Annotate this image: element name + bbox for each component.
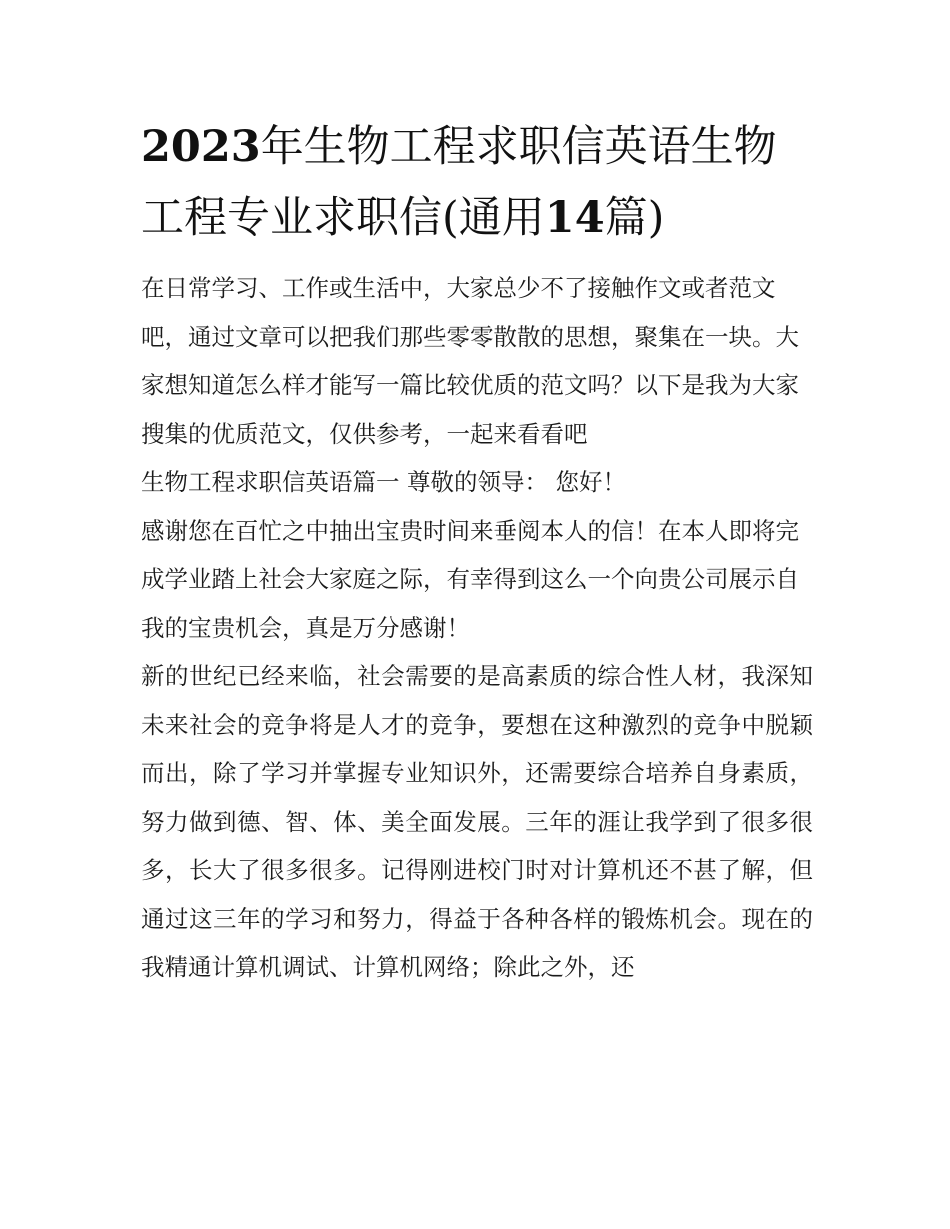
title-main: 年生物工程求职信英语生物工程专业求职信(通用 [141, 122, 777, 243]
salutation-paragraph: 生物工程求职信英语篇一 尊敬的领导： 您好！ [141, 468, 626, 496]
body-paragraph: 新的世纪已经来临，社会需要的是高素质的综合性人材，我深知未来社会的竞争将是人才的竞争，要想在这种激烈的竞争中脱颖而出，除了学习并掌握专业知识外，还需要综合培养自身素质，努力做到德、智、体、美全面发展。三年的涯让我学到了很多很多，长大了很多很多。记得刚进校门时对计算机还不甚了解，但通过这三年的学习和努力，得益于各种各样的锻炼机会。现在的我精通计算机调试、计算机网络；除此之外，还 [141, 662, 813, 981]
document-title [141, 112, 813, 254]
title-year: 2023 [141, 122, 261, 172]
thanks-paragraph: 感谢您在百忙之中抽出宝贵时间来垂阅本人的信！在本人即将完成学业踏上社会大家庭之际，有幸得到这么一个向贵公司展示自我的宝贵机会，真是万分感谢！ [141, 516, 799, 642]
title-suffix: 篇) [604, 193, 665, 243]
intro-paragraph: 在日常学习、工作或生活中，大家总少不了接触作文或者范文吧，通过文章可以把我们那些零零散散的思想，聚集在一块。大家想知道怎么样才能写一篇比较优质的范文吗？以下是我为大家搜集的优质范文，仅供参考，一起来看看吧 [141, 274, 799, 448]
document-page [141, 112, 813, 992]
title-count: 14 [544, 193, 605, 243]
